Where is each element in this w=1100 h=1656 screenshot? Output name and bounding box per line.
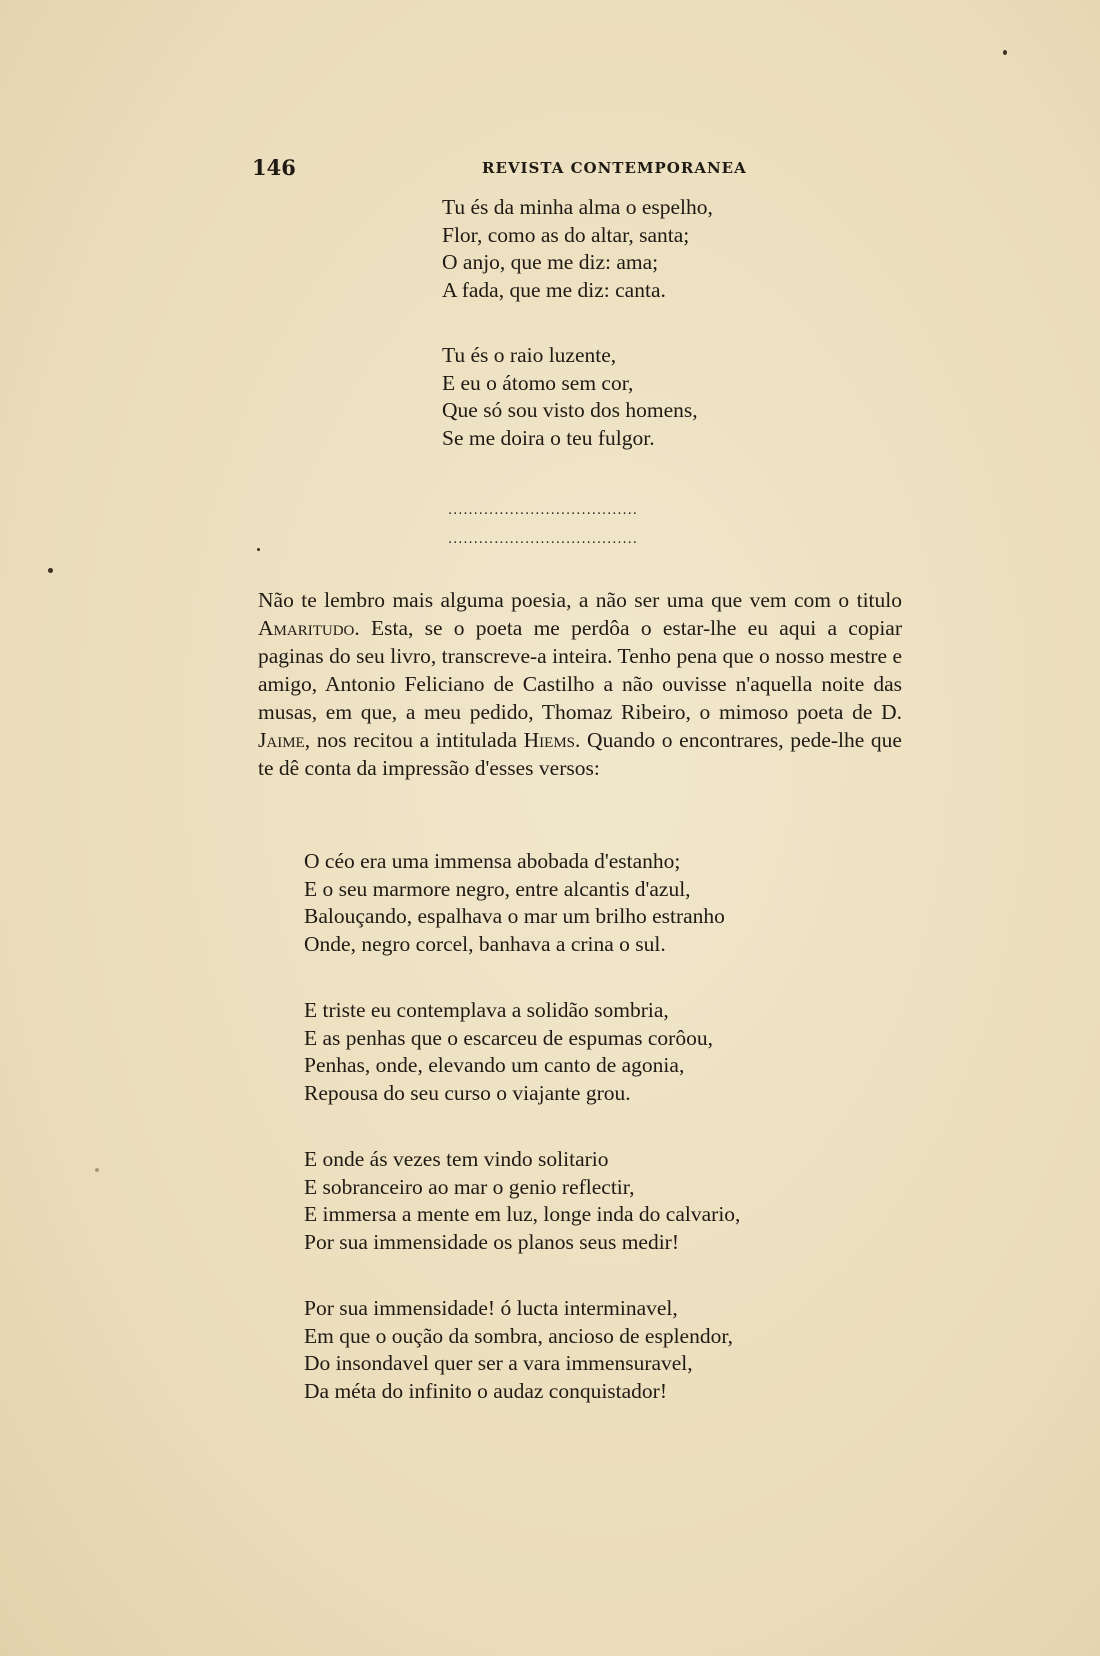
verse-line: Repousa do seu curso o viajante grou.	[304, 1080, 631, 1105]
poem2-stanza-4	[304, 1295, 733, 1405]
prose-paragraph	[258, 586, 902, 782]
verse-line: E onde ás vezes tem vindo solitario	[304, 1147, 609, 1171]
page-number: 146	[252, 155, 296, 180]
verse-line: Do insondavel quer ser a vara immensuravel,	[304, 1351, 693, 1375]
verse-line: Por sua immensidade! ó lucta interminavel,	[304, 1296, 678, 1320]
prose-text: . Quando o encontrares, pede-lhe que te dê conta da impressão d'esses versos:	[258, 728, 902, 780]
verse-line: Tu és da minha alma o espelho,	[442, 195, 713, 219]
verse-line: O céo era uma immensa abobada d'estanho;	[304, 849, 681, 873]
ink-speck	[1003, 50, 1007, 55]
poem1-stanza-2	[442, 342, 698, 452]
poem2-stanza-1	[304, 848, 725, 958]
verse-line: E as penhas que o escarceu de espumas corôou,	[304, 1025, 713, 1050]
verse-line: E o seu marmore negro, entre alcantis d'azul,	[304, 876, 691, 901]
verse-line: Onde, negro corcel, banhava a crina o sul.	[304, 931, 666, 956]
ellipsis-line: .....................................	[448, 503, 638, 518]
verse-line: E immersa a mente em luz, longe inda do calvario,	[304, 1202, 741, 1226]
ink-speck	[95, 1168, 99, 1172]
book-title: Amaritudo	[258, 616, 355, 640]
prose-text: . Esta, se o poeta me perdôa o estar-lhe eu aqui a copiar paginas do seu livro, transcreve-a inteira. Tenho pena que o nosso mestre e amigo, Antonio Feliciano de Castilho a não ouvisse n'aquella noite das musas, em que, a meu pedido, Thomaz Ribeiro, o mimoso poeta de D.	[258, 616, 902, 724]
ellipsis-line: .....................................	[448, 532, 638, 547]
book-title: Jaime	[258, 728, 305, 752]
prose-text: , nos recitou a intitulada	[304, 728, 524, 752]
ink-speck	[257, 548, 260, 551]
poem2-stanza-3	[304, 1146, 740, 1256]
verse-line: Tu és o raio luzente,	[442, 343, 617, 367]
verse-line: Flor, como as do altar, santa;	[442, 222, 690, 247]
page-header	[252, 155, 932, 181]
poem1-stanza-1	[442, 194, 713, 304]
running-title: REVISTA CONTEMPORANEA	[482, 159, 747, 177]
verse-line: Penhas, onde, elevando um canto de agonia,	[304, 1053, 685, 1077]
poem2-stanza-2	[304, 997, 713, 1107]
verse-line: Por sua immensidade os planos seus medir!	[304, 1229, 680, 1254]
poem-title: Hiems	[523, 728, 576, 752]
verse-line: Em que o oução da sombra, ancioso de esplendor,	[304, 1323, 734, 1348]
verse-line: Que só sou visto dos homens,	[442, 398, 698, 422]
verse-line: A fada, que me diz: canta.	[442, 277, 666, 302]
verse-line: O anjo, que me diz: ama;	[442, 250, 659, 274]
prose-text: Não te lembro mais alguma poesia, a não ser uma que vem com o titulo	[258, 588, 902, 612]
ink-speck	[48, 568, 53, 573]
verse-line: Da méta do infinito o audaz conquistador!	[304, 1378, 668, 1403]
verse-line: E eu o átomo sem cor,	[442, 370, 634, 395]
verse-line: Se me doira o teu fulgor.	[442, 425, 655, 450]
verse-line: Balouçando, espalhava o mar um brilho estranho	[304, 904, 725, 928]
verse-line: E sobranceiro ao mar o genio reflectir,	[304, 1174, 635, 1199]
verse-line: E triste eu contemplava a solidão sombria,	[304, 998, 669, 1022]
